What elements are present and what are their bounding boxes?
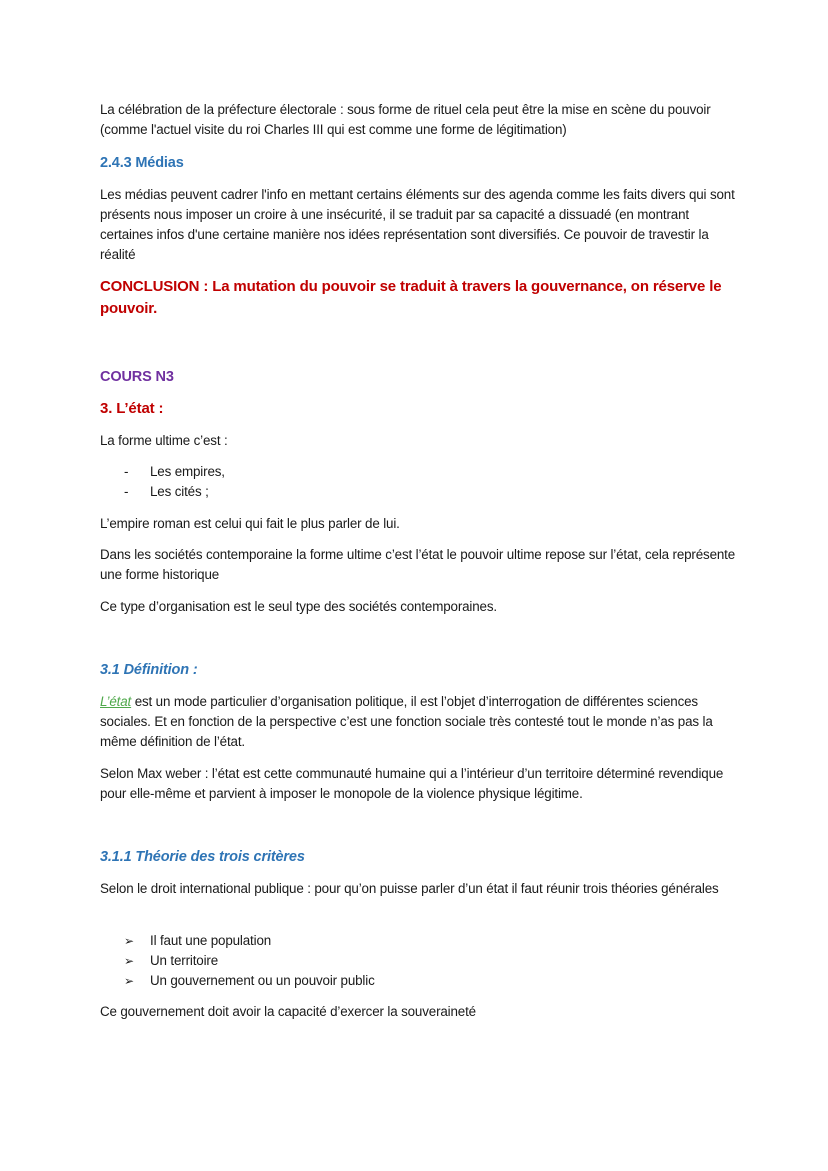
dash-bullet-icon: - bbox=[124, 464, 129, 479]
dash-bullet-icon: - bbox=[124, 484, 129, 499]
arrow-bullet-icon: ➢ bbox=[124, 954, 134, 968]
list-item-text: Les cités ; bbox=[150, 484, 209, 499]
list-item bbox=[100, 931, 740, 951]
heading-definition: 3.1 Définition : bbox=[100, 662, 198, 678]
paragraph-medias: Les médias peuvent cadrer l'info en mettant certains éléments sur des agenda comme les faits divers qui sont présents nous imposer un croire à une insécurité, il se traduit par sa capacité a dissuadé (en montrant certaines infos d'une certaine manière nos idées représentation sont diversifiés. Ce pouvoir de travestir la réalité bbox=[100, 187, 735, 262]
list-item-text: Un gouvernement ou un pouvoir public bbox=[150, 973, 375, 988]
list-item bbox=[100, 951, 740, 971]
list-item bbox=[100, 462, 740, 482]
paragraph-souverainete: Ce gouvernement doit avoir la capacité d’exercer la souveraineté bbox=[100, 1004, 476, 1019]
heading-etat: 3. L’état : bbox=[100, 400, 164, 417]
paragraph-prefecture: La célébration de la préfecture électorale : sous forme de rituel cela peut être la mise en scène du pouvoir (comme l'actuel visite du roi Charles III qui est comme une forme de légitimation) bbox=[100, 102, 711, 137]
list-item-text: Un territoire bbox=[150, 953, 218, 968]
list-item bbox=[100, 482, 740, 502]
paragraph-droit-international: Selon le droit international publique : pour qu’on puisse parler d’un état il faut réunir trois théories générales bbox=[100, 881, 719, 896]
paragraph-forme-ultime: La forme ultime c’est : bbox=[100, 433, 228, 448]
dash-list bbox=[100, 462, 740, 502]
arrow-bullet-icon: ➢ bbox=[124, 934, 134, 948]
definition-text: est un mode particulier d’organisation politique, il est l’objet d’interrogation de différentes sciences sociales. Et en fonction de la perspective c’est une fonction sociale très contesté tout le monde n’as pas la même définition de l’état. bbox=[100, 694, 713, 749]
etat-link[interactable]: L’état bbox=[100, 694, 132, 709]
paragraph-weber: Selon Max weber : l’état est cette communauté humaine qui a l’intérieur d’un territoire déterminé revendique pour elle-même et parvient à imposer le monopole de la violence physique légitime. bbox=[100, 766, 724, 801]
list-item-text: Il faut une population bbox=[150, 933, 272, 948]
list-item-text: Les empires, bbox=[150, 464, 225, 479]
list-item bbox=[100, 971, 740, 991]
arrow-bullet-icon: ➢ bbox=[124, 974, 134, 988]
paragraph-empire-roman: L’empire roman est celui qui fait le plus parler de lui. bbox=[100, 516, 400, 531]
arrow-list bbox=[100, 931, 740, 991]
heading-medias: 2.4.3 Médias bbox=[100, 155, 184, 171]
paragraph-definition bbox=[100, 692, 740, 752]
paragraph-type-organisation: Ce type d’organisation est le seul type des sociétés contemporaines. bbox=[100, 599, 497, 614]
heading-theorie: 3.1.1 Théorie des trois critères bbox=[100, 849, 305, 865]
conclusion-text: CONCLUSION : La mutation du pouvoir se traduit à travers la gouvernance, on réserve le pouvoir. bbox=[100, 278, 722, 317]
heading-cours-n3: COURS N3 bbox=[100, 369, 174, 385]
paragraph-societes: Dans les sociétés contemporaine la forme ultime c’est l’état le pouvoir ultime repose sur l’état, cela représente une forme historique bbox=[100, 547, 736, 582]
